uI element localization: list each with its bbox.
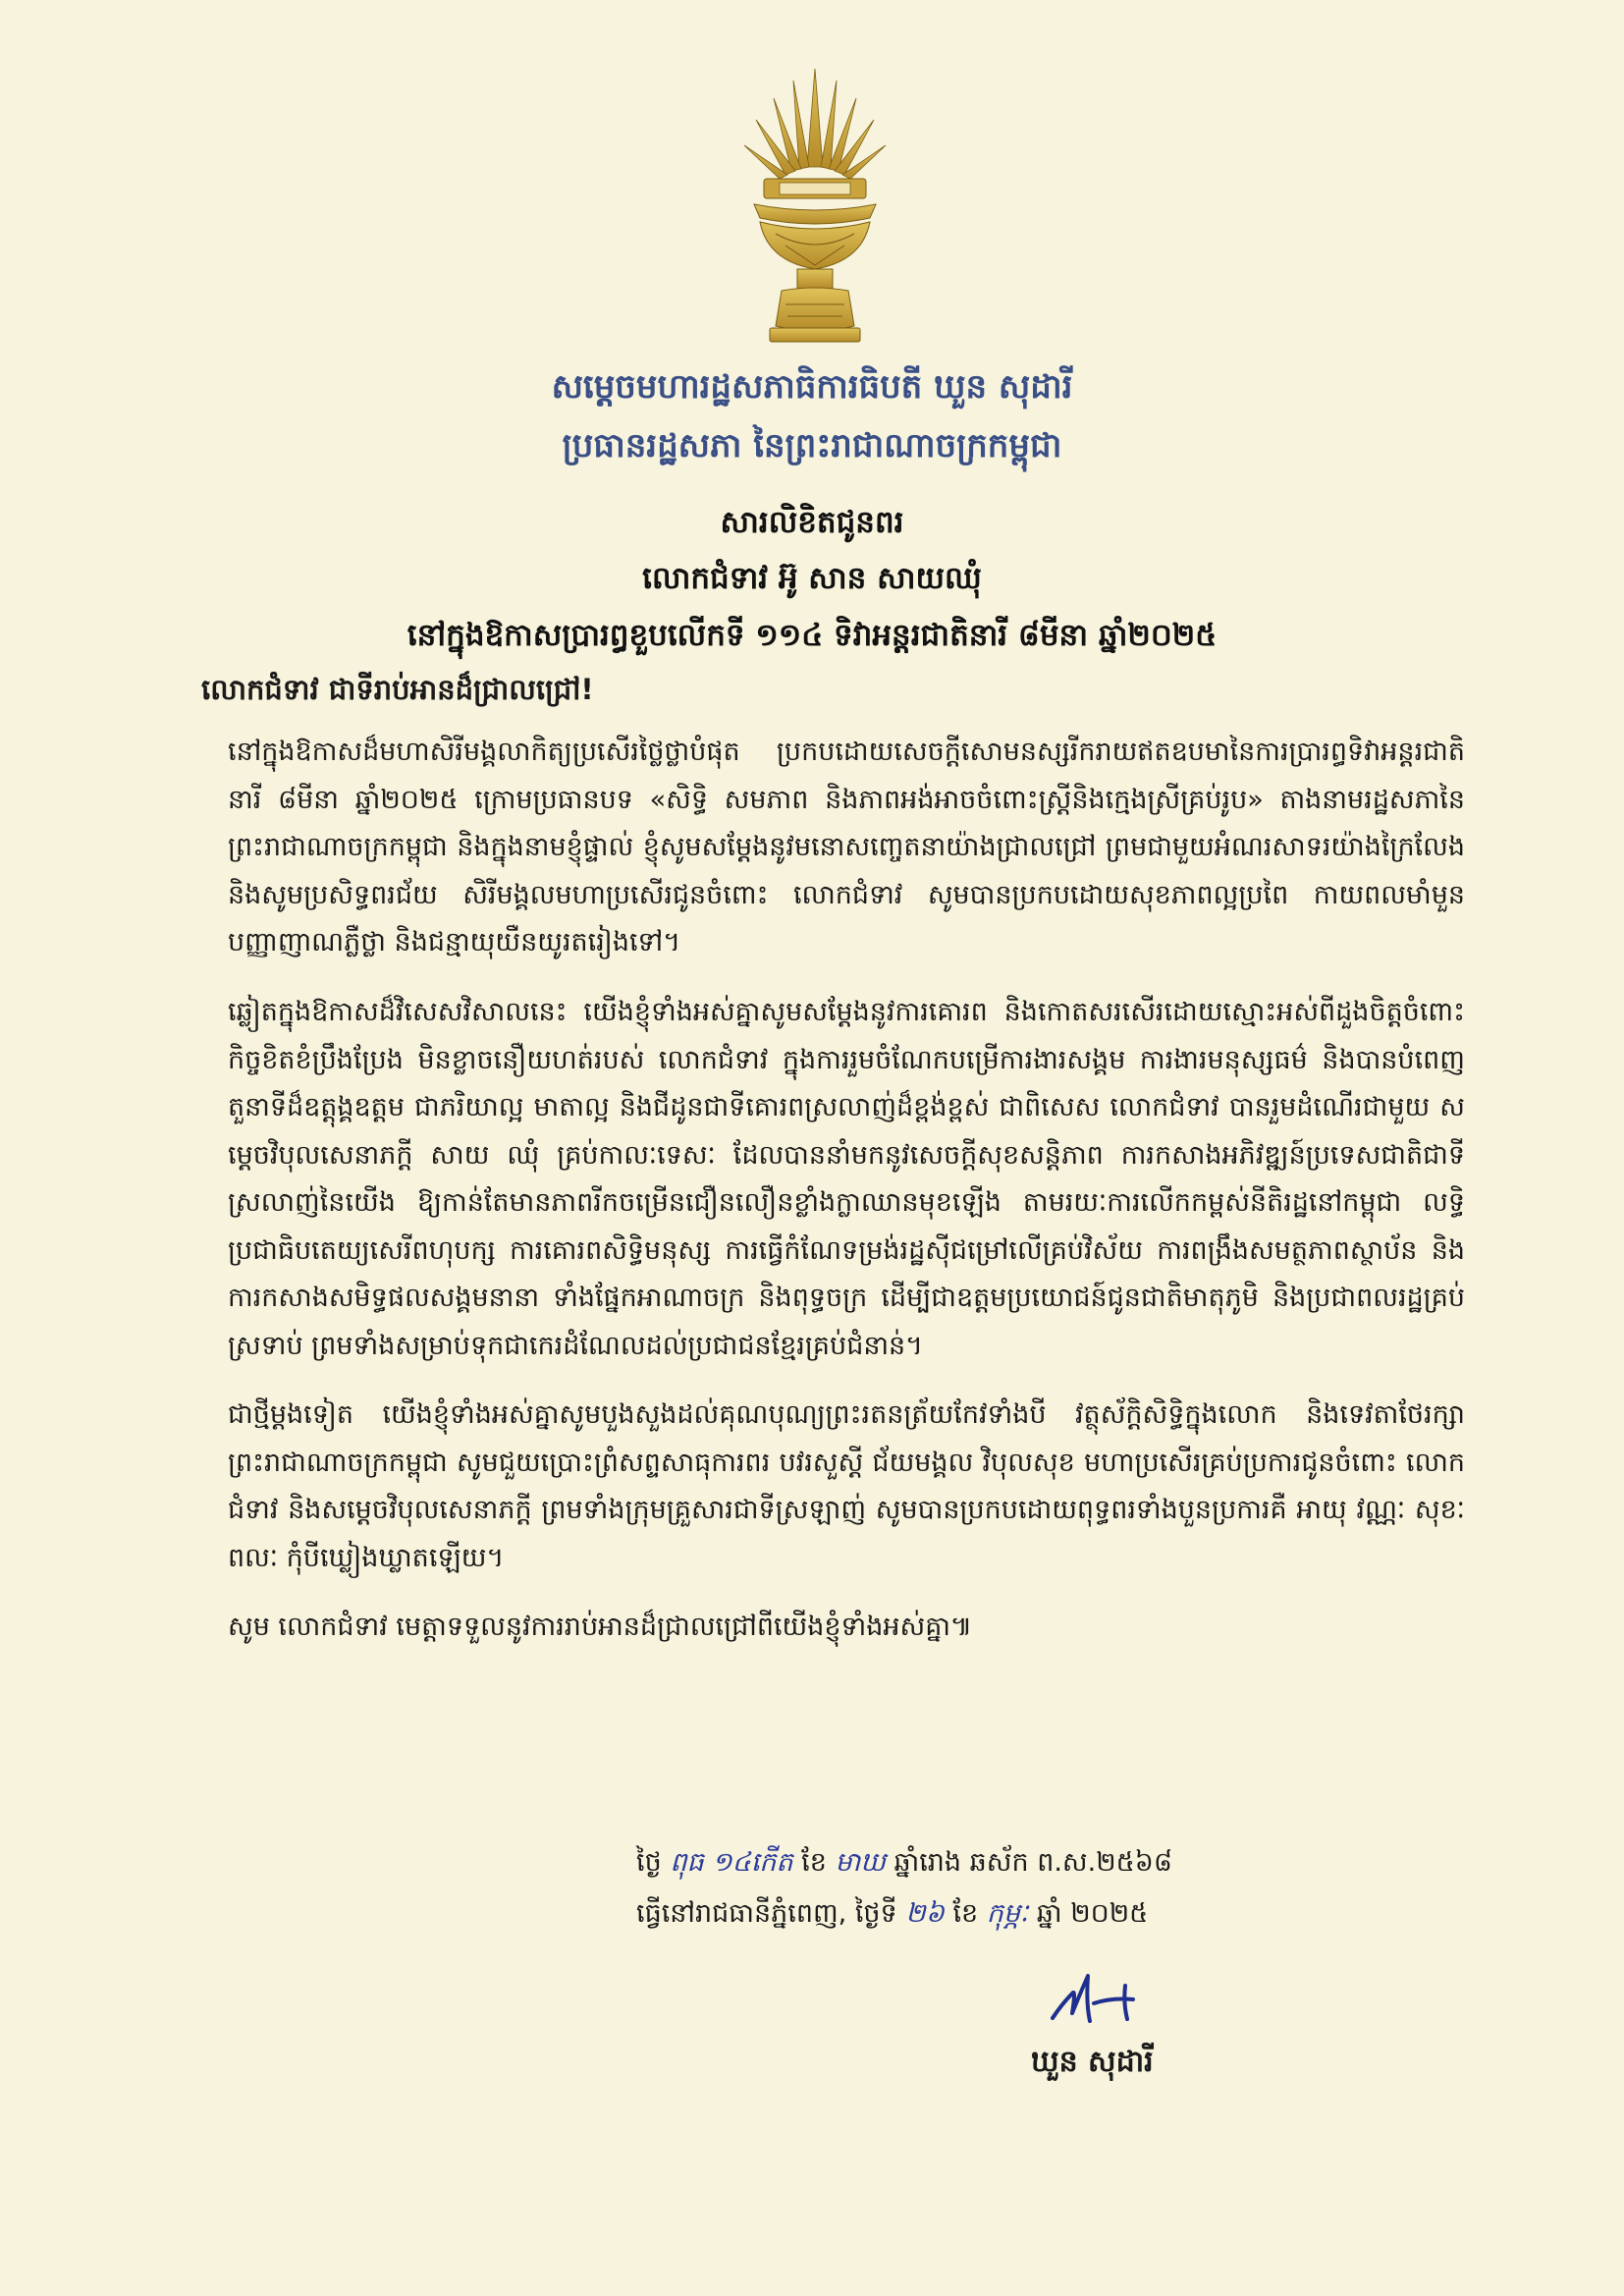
recipient-name: លោកជំទាវ អ៊ូ សាន សាយឈុំ [642, 561, 982, 596]
lunar-year: ឆ្នាំរោង ឆស័ក ព.ស.២៥៦៨ [893, 1847, 1172, 1878]
paragraph-4: សូម លោកជំទាវ មេត្តាទទួលនូវការរាប់អានដ៏ជ្រាលជ្រៅពីយើងខ្ញុំទាំងអស់គ្នា៕ [228, 1612, 973, 1642]
salutation: លោកជំទាវ ជាទីរាប់អានដ៏ជ្រាលជ្រៅ! [201, 673, 594, 706]
year: ២០២៥ [1070, 1898, 1149, 1929]
signer-name: ឃួន សុដារី [1031, 2045, 1154, 2079]
national-assembly-emblem [736, 69, 893, 363]
day-handwritten: ២៦ [905, 1898, 945, 1929]
letter-title: សារលិខិតជូនពរ [720, 505, 904, 540]
sender-title: សម្តេចមហារដ្ឋសភាធិការធិបតី ឃួន សុដារី [551, 367, 1073, 407]
month-prefix: ខែ [952, 1898, 979, 1929]
occasion-line: នៅក្នុងឱកាសប្រារព្ធខួបលើកទី ១១៤ ទិវាអន្តរជាតិនារី ៨មីនា ឆ្នាំ២០២៥ [406, 618, 1218, 653]
lunar-date-prefix: ថ្ងៃ [636, 1847, 662, 1878]
year-prefix: ឆ្នាំ [1036, 1898, 1062, 1929]
sender-office: ប្រធានរដ្ឋសភា នៃព្រះរាជាណាចក្រកម្ពុជា [562, 426, 1062, 465]
paragraph-3: ជាថ្មីម្តងទៀត យើងខ្ញុំទាំងអស់គ្នាសូមបួងសួងដល់គុណបុណ្យព្រះរតនត្រ័យកែវទាំងបី វត្ថុស័ក្តិសិទ្ធិក្នុងលោក និងទេវតាថែរក្សាព្រះរាជាណាចក្រកម្ពុជា សូមជួយប្រោះព្រំសព្ទសាធុការពរ បវរសួស្តី ជ័យមង្គល វិបុលសុខ មហាប្រសើរគ្រប់ប្រការជូនចំពោះ លោកជំទាវ និងសម្តេចវិបុលសេនាភក្តី ព្រមទាំងក្រុមគ្រួសារជាទីស្រឡាញ់ សូមបានប្រកបដោយពុទ្ធពរទាំងបួនប្រការគឺ អាយុ វណ្ណៈ សុខៈ ពលៈ កុំបីឃ្លៀងឃ្លាតឡើយ។ [228, 1399, 1465, 1573]
lunar-day-handwritten: ពុធ ១៤កើត [670, 1847, 793, 1878]
paragraph-2: ឆ្លៀតក្នុងឱកាសដ៏វិសេសវិសាលនេះ យើងខ្ញុំទាំងអស់គ្នាសូមសម្តែងនូវការគោរព និងកោតសរសើរដោយស្មោះអស់ពីដួងចិត្តចំពោះកិច្ចខិតខំប្រឹងប្រែង មិនខ្លាចនឿយហត់របស់ លោកជំទាវ ក្នុងការរួមចំណែកបម្រើការងារសង្គម ការងារមនុស្សធម៌ និងបានបំពេញតួនាទីដ៏ឧត្តុង្គឧត្តម ជាភរិយាល្អ មាតាល្អ និងជីដូនជាទីគោរពស្រលាញ់ដ៏ខ្ពង់ខ្ពស់ ជាពិសេស លោកជំទាវ បានរួមដំណើរជាមួយ សម្តេចវិបុលសេនាភក្តី សាយ ឈុំ គ្រប់កាលៈទេសៈ ដែលបាននាំមកនូវសេចក្តីសុខសន្តិភាព ការកសាងអភិវឌ្ឍន៍ប្រទេសជាតិជាទីស្រលាញ់នៃយើង ឱ្យកាន់តែមានភាពរីកចម្រើនជឿនលឿនខ្លាំងក្លាឈានមុខឡើង តាមរយៈការលើកកម្ពស់នីតិរដ្ឋនៅកម្ពុជា លទ្ធិប្រជាធិបតេយ្យសេរីពហុបក្ស ការគោរពសិទ្ធិមនុស្ស ការធ្វើកំណែទម្រង់រដ្ឋស៊ីជម្រៅលើគ្រប់វិស័យ ការពង្រឹងសមត្ថភាពស្ថាប័ន និងការកសាងសមិទ្ធផលសង្គមនានា ទាំងផ្នែកអាណាចក្រ និងពុទ្ធចក្រ ដើម្បីជាឧត្តមប្រយោជន៍ជូនជាតិមាតុភូមិ និងប្រជាពលរដ្ឋគ្រប់ស្រទាប់ ព្រមទាំងសម្រាប់ទុកជាកេរដំណែលដល់ប្រជាជនខ្មែរគ្រប់ជំនាន់។ [228, 997, 1465, 1361]
lunar-month-prefix: ខែ [801, 1847, 827, 1878]
lunar-date-line [636, 1846, 1172, 1885]
month-handwritten: កុម្ភៈ [986, 1898, 1029, 1929]
solar-date-line [636, 1897, 1148, 1936]
paragraph-1: នៅក្នុងឱកាសដ៏មហាសិរីមង្គលាកិត្យប្រសើរថ្លៃថ្លាបំផុត ប្រកបដោយសេចក្តីសោមនស្សរីករាយឥតឧបមានៃការប្រារព្ធទិវាអន្តរជាតិនារី ៨មីនា ឆ្នាំ២០២៥ ក្រោមប្រធានបទ «សិទ្ធិ សមភាព និងភាពអង់អាចចំពោះស្ត្រីនិងក្មេងស្រីគ្រប់រូប» តាងនាមរដ្ឋសភានៃព្រះរាជាណាចក្រកម្ពុជា និងក្នុងនាមខ្ញុំផ្ទាល់ ខ្ញុំសូមសម្តែងនូវមនោសញ្ចេតនាយ៉ាងជ្រាលជ្រៅ ព្រមជាមួយអំណរសាទរយ៉ាងក្រៃលែង និងសូមប្រសិទ្ធពរជ័យ សិរីមង្គលមហាប្រសើរជូនចំពោះ លោកជំទាវ សូមបានប្រកបដោយសុខភាពល្អប្រពៃ កាយពលមាំមួន បញ្ញាញាណភ្លឺថ្លា និងជន្មាយុយឺនយូរតរៀងទៅ។ [228, 737, 1465, 957]
place-prefix: ធ្វើនៅរាជធានីភ្នំពេញ, ថ្ងៃទី [636, 1898, 897, 1929]
lunar-month-handwritten: មាឃ [835, 1847, 886, 1878]
handwritten-signature [1043, 1964, 1161, 2033]
